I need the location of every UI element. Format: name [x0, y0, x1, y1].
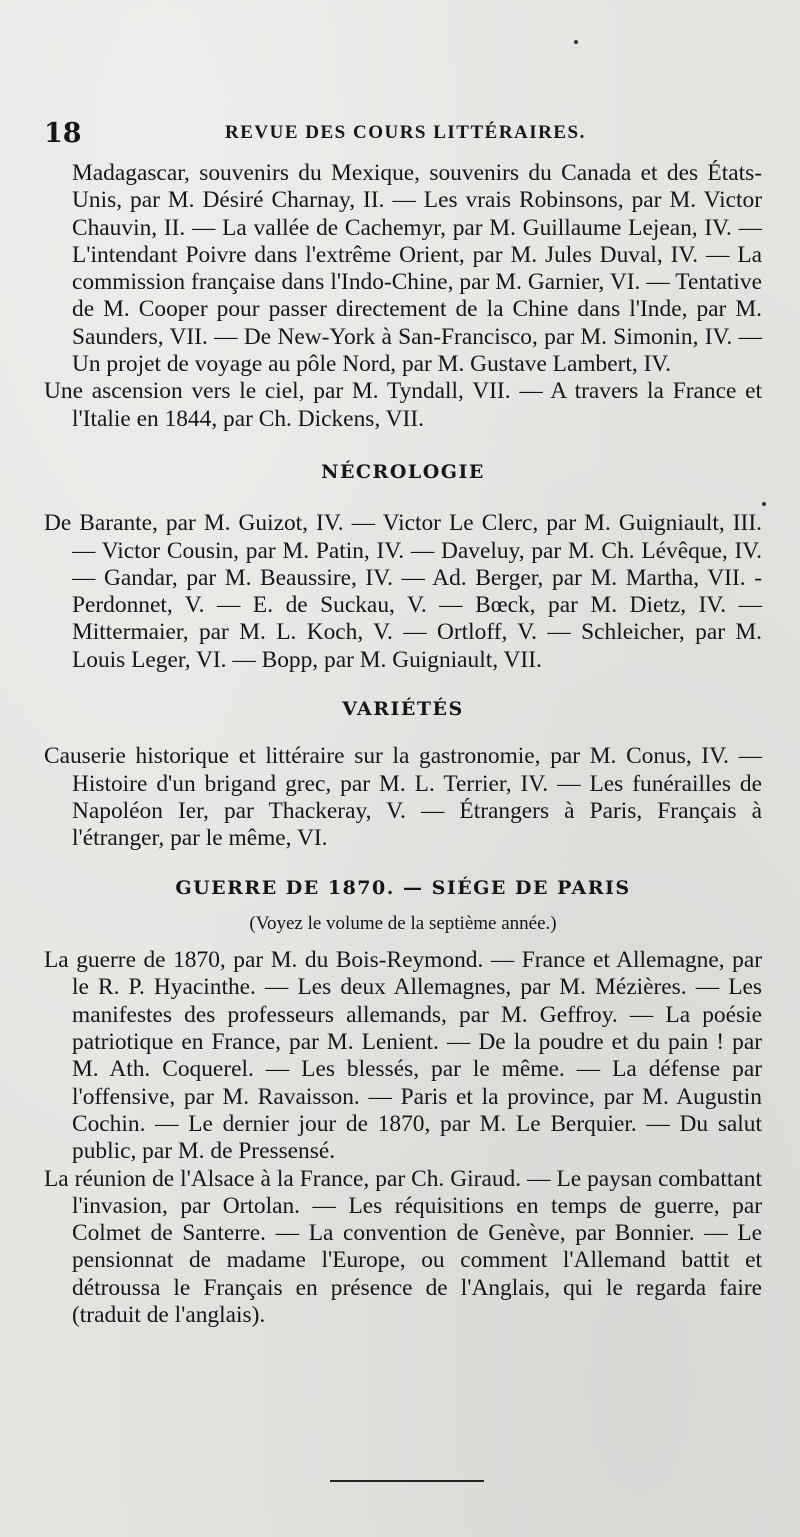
list-item: Causerie historique et littéraire sur la gastronomie, par M. Conus, IV. — Histoire d'un brigand grec, par M. L. Terrier, IV. — Les funérailles de Napoléon Ier, par Thackeray, V. — Étrangers à Paris, Français à l'étranger, par le même, VI.	[44, 743, 762, 852]
section-heading-varietes: VARIÉTÉS	[342, 698, 464, 721]
page-header	[0, 118, 800, 154]
running-title: REVUE DES COURS LITTÉRAIRES.	[225, 122, 586, 143]
list-item: La réunion de l'Alsace à la France, par Ch. Giraud. — Le paysan combattant l'invasion, par Ortolan. — Les réquisitions en temps de guerre, par Colmet de Santerre. — La convention de Genève, par Bonnier. — Le pensionnat de madame l'Europe, ou comment l'Allemand battit et détroussa le Français en présence de l'Anglais, qui le regarda faire (traduit de l'anglais).	[44, 1165, 762, 1328]
continuation-paragraph: Madagascar, souvenirs du Mexique, souvenirs du Canada et des États-Unis, par M. Désiré Charnay, II. — Les vrais Robinsons, par M. Victor Chauvin, II. — La vallée de Cachemyr, par M. Guillaume Lejean, IV. — L'intendant Poivre dans l'extrême Orient, par M. Jules Duval, IV. — La commission française dans l'Indo-Chine, par M. Garnier, VI. — Tentative de M. Cooper pour passer directement de la Chine dans l'Inde, par M. Saunders, VII. — De New-York à San-Francisco, par M. Simonin, IV. — Un projet de voyage au pôle Nord, par M. Gustave Lambert, IV.	[72, 160, 762, 378]
section-subtitle: (Voyez le volume de la septième année.)	[249, 912, 557, 934]
list-item: De Barante, par M. Guizot, IV. — Victor Le Clerc, par M. Guigniault, III. — Victor Cousin, par M. Patin, IV. — Daveluy, par M. Ch. Lévêque, IV. — Gandar, par M. Beaussire, IV. — Ad. Berger, par M. Martha, VII. - Perdonnet, V. — E. de Suckau, V. — Bœck, par M. Dietz, IV. — Mittermaier, par M. L. Koch, V. — Ortloff, V. — Schleicher, par M. Louis Leger, VI. — Bopp, par M. Guigniault, VII.	[44, 510, 762, 673]
closing-rule	[330, 1480, 484, 1482]
ink-speck	[762, 502, 766, 506]
list-item: Une ascension vers le ciel, par M. Tyndall, VII. — A travers la France et l'Italie en 1844, par Ch. Dickens, VII.	[44, 378, 762, 432]
section-heading-guerre: GUERRE DE 1870. — SIÉGE DE PARIS	[175, 876, 631, 899]
page-content	[44, 160, 762, 1329]
page-number: 18	[44, 118, 82, 149]
section-heading-necrologie: NÉCROLOGIE	[321, 460, 485, 483]
ink-speck	[574, 40, 578, 44]
list-item: La guerre de 1870, par M. du Bois-Reymond. — France et Allemagne, par le R. P. Hyacinthe. — Les deux Allemagnes, par M. Mézières. — Les manifestes des professeurs allemands, par M. Geffroy. — La poésie patriotique en France, par M. Lenient. — De la poudre et du pain ! par M. Ath. Coquerel. — Les blessés, par le même. — La défense par l'offensive, par M. Ravaisson. — Paris et la province, par M. Augustin Cochin. — Le dernier jour de 1870, par M. Le Berquier. — Du salut public, par M. de Pressensé.	[44, 947, 762, 1165]
